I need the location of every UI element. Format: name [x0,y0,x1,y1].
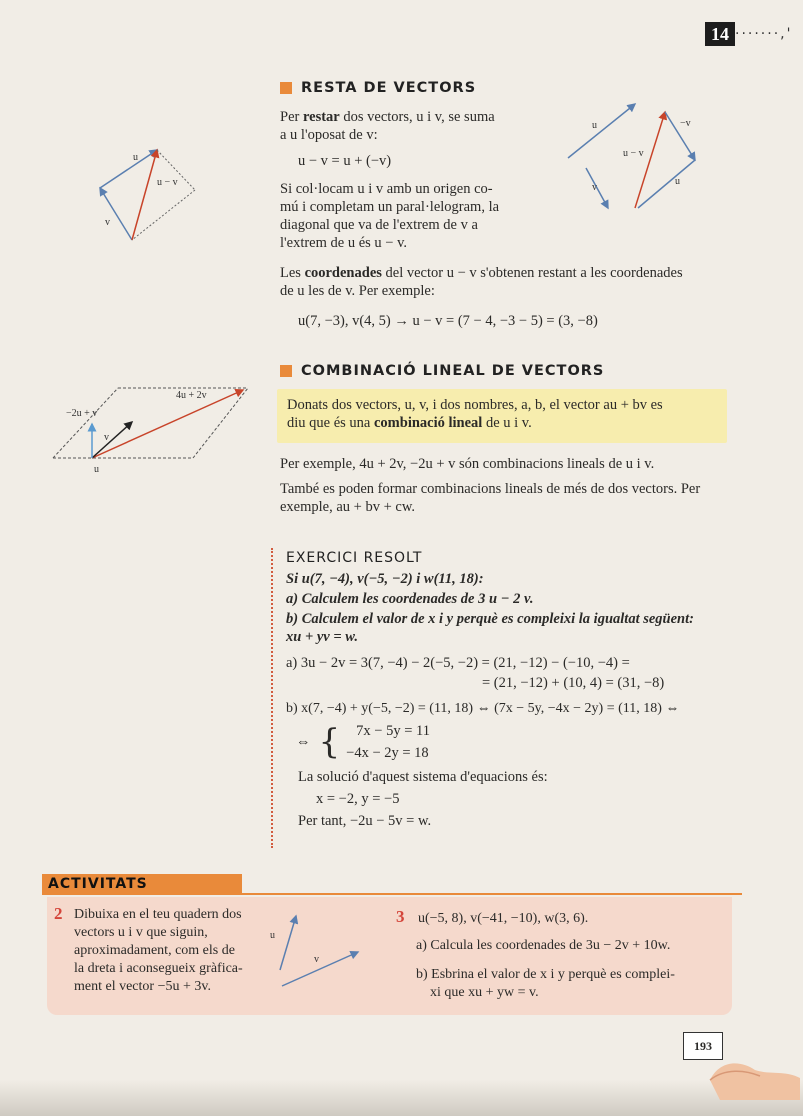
combinacio-paragraph-2: També es poden formar combinacions lineals de més de dos vectors. Per exemple, au + bv + cw. [280,481,701,515]
exercici-question-b-eq: xu + yv = w. [286,629,358,645]
heading-text: RESTA DE VECTORS [301,80,477,96]
section-heading-resta [280,80,476,96]
svg-text:4u + 2v: 4u + 2v [176,390,207,401]
activity-2-number: 2 [54,904,63,923]
resta-right-figure [560,98,710,218]
svg-text:u − v: u − v [623,148,644,159]
resta-left-figure [95,130,215,250]
activity-3-question-a: a) Calcula les coordenades de 3u − 2v + 10w. [416,938,671,953]
answer-a-line-2: = (21, −12) + (10, 4) = (31, −8) [482,675,665,691]
combinacio-example: Per exemple, 4u + 2v, −2u + v són combinacions lineals de u i v. [280,456,655,472]
resta-example: u(7, −3), v(4, 5) → u − v = (7 − 4, −3 − 5) = (3, −8) [298,313,598,329]
exercici-question-b: b) Calculem el valor de x i y perquè es compleixi la igualtat següent: [286,611,694,627]
svg-text:u − v: u − v [157,177,178,188]
resta-paragraph-2: Si col·locam u i v amb un origen co- mú i completam un paral·lelogram, la diagonal que va de l'extrem de v a l'extrem de u és u − v. [280,181,500,251]
exercici-question-a: a) Calculem les coordenades de 3 u − 2 v. [286,591,534,607]
activitats-divider [42,893,742,895]
svg-text:u: u [133,152,138,163]
solution-values: x = −2, y = −5 [316,791,400,807]
svg-text:v: v [592,182,597,193]
section-heading-combinacio [280,363,604,379]
heading-square-icon [280,82,292,94]
chapter-number: 14 [705,22,735,46]
activity-2-text: Dibuixa en el teu quadern dos vectors u i v que siguin, aproximadament, com els de la dreta i aconsegueix gràfica- ment el vector −5u + 3v. [74,907,243,994]
svg-text:−2u + v: −2u + v [66,408,98,419]
activity-3-number: 3 [396,907,405,926]
exercici-resolt [271,548,736,848]
resta-formula: u − v = u + (−v) [298,153,392,169]
definition-box: Donats dos vectors, u, v, i dos nombres, a, b, el vector au + bv es diu que és una combinació lineal de u i v. [277,389,727,443]
svg-text:u: u [94,464,99,475]
conclusion: Per tant, −2u − 5v = w. [298,813,432,829]
equation-system: ⇔ { 7x − 5y = 11 −4x − 2y = 18 [296,722,430,762]
resta-paragraph-3: Les coordenades del vector u − v s'obtenen restant a les coordenades de u les de v. Per exemple: [280,265,683,299]
answer-b-line-1: b) x(7, −4) + y(−5, −2) = (11, 18) ⇔ (7x − 5y, −4x − 2y) = (11, 18) ⇔ [286,701,680,716]
svg-text:u: u [675,176,680,187]
activitats-heading: ACTIVITATS [42,874,242,894]
heading-text: COMBINACIÓ LINEAL DE VECTORS [301,363,605,379]
combinacio-figure [48,378,258,478]
svg-text:v: v [105,217,110,228]
svg-text:u: u [270,930,275,941]
page-shadow [0,1080,803,1116]
answer-a-line-1: a) 3u − 2v = 3(7, −4) − 2(−5, −2) = (21, −12) − (−10, −4) = [286,655,630,671]
activity-2-figure [262,910,372,1000]
page-number: 193 [683,1032,723,1060]
svg-text:−v: −v [680,118,691,129]
activity-3-given: u(−5, 8), v(−41, −10), w(3, 6). [418,911,589,926]
solution-text: La solució d'aquest sistema d'equacions és: [298,769,548,785]
chapter-dots: ·······,' [735,26,793,42]
hand-icon [700,1040,800,1100]
exercici-title: EXERCICI RESOLT [286,550,423,566]
svg-text:v: v [314,954,319,965]
heading-square-icon [280,365,292,377]
activity-3-question-b: b) Esbrina el valor de x i y perquè es complei- xi que xu + yw = v. [416,967,675,1000]
exercici-given: Si u(7, −4), v(−5, −2) i w(11, 18): [286,571,484,587]
svg-text:u: u [592,120,597,131]
svg-text:v: v [104,432,109,443]
resta-paragraph-1: Per restar dos vectors, u i v, se suma a u l'oposat de v: [280,109,495,143]
